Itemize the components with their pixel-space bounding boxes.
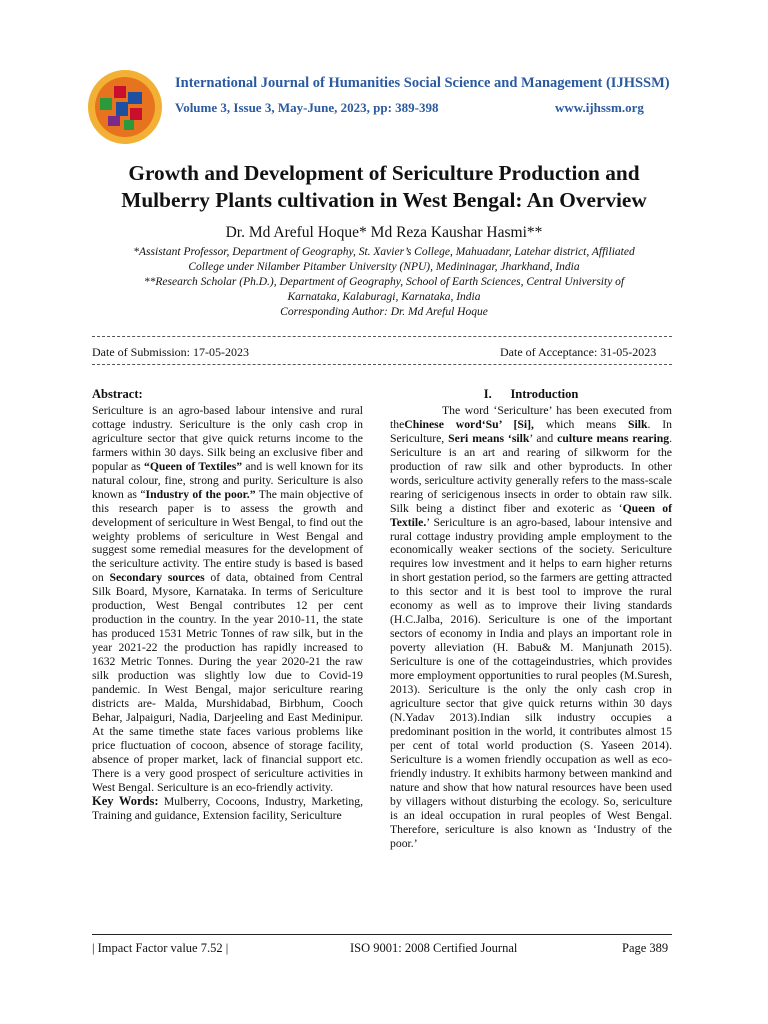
corresponding-author: Corresponding Author: Dr. Md Areful Hoque <box>280 306 488 318</box>
intro-text: . In Sericulture, <box>390 417 673 445</box>
introduction-body <box>390 404 672 851</box>
author-affiliations <box>88 245 680 320</box>
intro-text: which means <box>533 417 628 431</box>
abstract-text: and is well known for its natural colour, fine, strong and purity. Sericulture is also known as “ <box>92 459 364 501</box>
submission-date: Date of Submission: 17-05-2023 <box>92 345 249 359</box>
journal-volume: Volume 3, Issue 3, May-June, 2023, pp: 389-398 <box>175 100 439 115</box>
intro-emphasis: Queen of Textile. <box>390 501 673 529</box>
journal-logo-icon <box>86 68 164 146</box>
abstract-body <box>92 404 363 795</box>
intro-text: ’ Sericulture is an agro-based, labour intensive and rural cottage industry providing ample employment to the economically weaker sections of the society. Sericulture requires low investment and it helps to earn higher returns in short gestation period, so the farmers are getting attracted to this sector and it is best tool to improve the rural economy as well as to improve their living standards (H.C.Jalba, 2016). Sericulture is one of the important sectors of economy in India and plays an important role in poverty alleviation (H. Babu& M. Manjunath 2015). Sericulture is one of the cottageindustries, which provides more employment opportunities to rural peoples (M.Suresh, 2013). Sericulture is the only the only cash crop in agriculture sector that give quick returns within 30 days (N.Yadav 2013).Indian silk industry occupies a predominant position in the world, it contributes almost 15 per cent of total world production (S. Yaseen 2014). Sericulture is a women friendly occupation as well as eco-friendly industry. It exhibits harmony between mankind and nature and show that how natural resources have been used by villagers without disturbing the ecology. So, sericulture is an ideal occupation in rural peoples of West Bengal. Therefore, sericulture is also known as ‘Industry of the poor.’ <box>390 515 672 850</box>
abstract-emphasis: Secondary sources <box>109 571 205 585</box>
abstract-heading: Abstract: <box>92 387 143 401</box>
intro-emphasis: culture means rearing <box>557 431 670 445</box>
affiliation-line-4: Karnataka, Kalaburagi, Karnataka, India <box>287 291 481 303</box>
keywords-text: Mulberry, Cocoons, Industry, Marketing, Training and guidance, Extension facility, Sericulture <box>92 794 363 822</box>
divider <box>92 364 672 365</box>
abstract-section <box>92 388 363 823</box>
affiliation-line-3: **Research Scholar (Ph.D.), Department of Geography, School of Earth Sciences, Central University of <box>143 276 625 288</box>
acceptance-date: Date of Acceptance: 31-05-2023 <box>500 345 657 359</box>
paper-title <box>80 160 688 214</box>
intro-text: ’ and <box>529 431 558 445</box>
page-number: Page 389 <box>622 941 669 955</box>
paper-title-line-1: Growth and Development of Sericulture Production and <box>128 161 640 185</box>
affiliation-line-1: *Assistant Professor, Department of Geography, St. Xavier’s College, Mahuadanr, Latehar district, Affiliated <box>133 246 635 258</box>
journal-title: International Journal of Humanities Social Science and Management (IJHSSM) <box>175 75 670 91</box>
intro-emphasis: Chinese word‘Su’ [Si], <box>404 417 534 431</box>
footer-divider <box>92 934 672 935</box>
affiliation-line-2: College under Nilamber Pitamber University (NPU), Medininagar, Jharkhand, India <box>188 261 580 273</box>
impact-factor: | Impact Factor value 7.52 | <box>92 941 229 955</box>
intro-text: The word ‘Sericulture’ has been executed from the <box>390 403 672 431</box>
divider <box>92 336 672 337</box>
paper-title-line-2: Mulberry Plants cultivation in West Bengal: An Overview <box>121 188 647 212</box>
keywords <box>92 795 363 823</box>
intro-emphasis: Silk <box>627 417 648 431</box>
introduction-section <box>390 388 672 850</box>
intro-text: . Sericulture is an art and rearing of silkworm for the production of raw silk and other byproducts. In other words, sericulture activity generally refers to the mass-scale rearing of sericigenous insects in order to obtain raw silk. Silk being a distinct fiber and exoteric as ‘ <box>390 431 673 515</box>
abstract-text: The main objective of this research paper is to assess the growth and development of sericulture in West Bengal, to find out the weighty problems of sericulture in West Bengal and suggest some remedial measures for the development of the sericulture activity. The entire study is based is based on <box>92 487 364 585</box>
iso-certification: ISO 9001: 2008 Certified Journal <box>350 941 518 955</box>
abstract-emphasis: “Queen of Textiles” <box>143 459 243 473</box>
abstract-text: Sericulture is an agro-based labour intensive and rural cottage industry. Sericulture is the only cash crop in agriculture sector that give quick returns income to the farmers within 30 days. Silk being an exclusive fiber and popular as <box>92 403 363 473</box>
keywords-label: Key Words: <box>92 793 159 808</box>
introduction-heading: I. Introduction <box>483 387 579 401</box>
paper-authors: Dr. Md Areful Hoque* Md Reza Kaushar Hasmi** <box>225 224 543 241</box>
journal-url[interactable]: www.ijhssm.org <box>555 100 644 115</box>
intro-emphasis: Seri means ‘silk <box>448 431 530 445</box>
abstract-text: of data, obtained from Central Silk Board, Mysore, Karnataka. In terms of Sericulture production, West Bengal contributes 12 per cent production in the country. In the year 2010-11, the state has produced 1531 Metric Tonnes of raw silk, but in the year 2021-22 the production has rapidly increased to 1632 Metric Tonnes. During the year 2020-21 the raw silk production was slightly low due to Covid-19 pandemic. In West Bengal, major sericulture rearing districts are- Malda, Murshidabad, Birbhum, Cooch Behar, Jalpaiguri, Nadia, Darjeeling and East Medinipur. At the same timethe state faces various problems like price fluctuation of cocoon, absence of storage facility, absence of proper market, lack of financial support etc. There is a very good prospect of sericulture activities in West Bengal. Sericulture is an eco-friendly activity. <box>92 571 364 794</box>
abstract-emphasis: Industry of the poor.” <box>145 487 256 501</box>
